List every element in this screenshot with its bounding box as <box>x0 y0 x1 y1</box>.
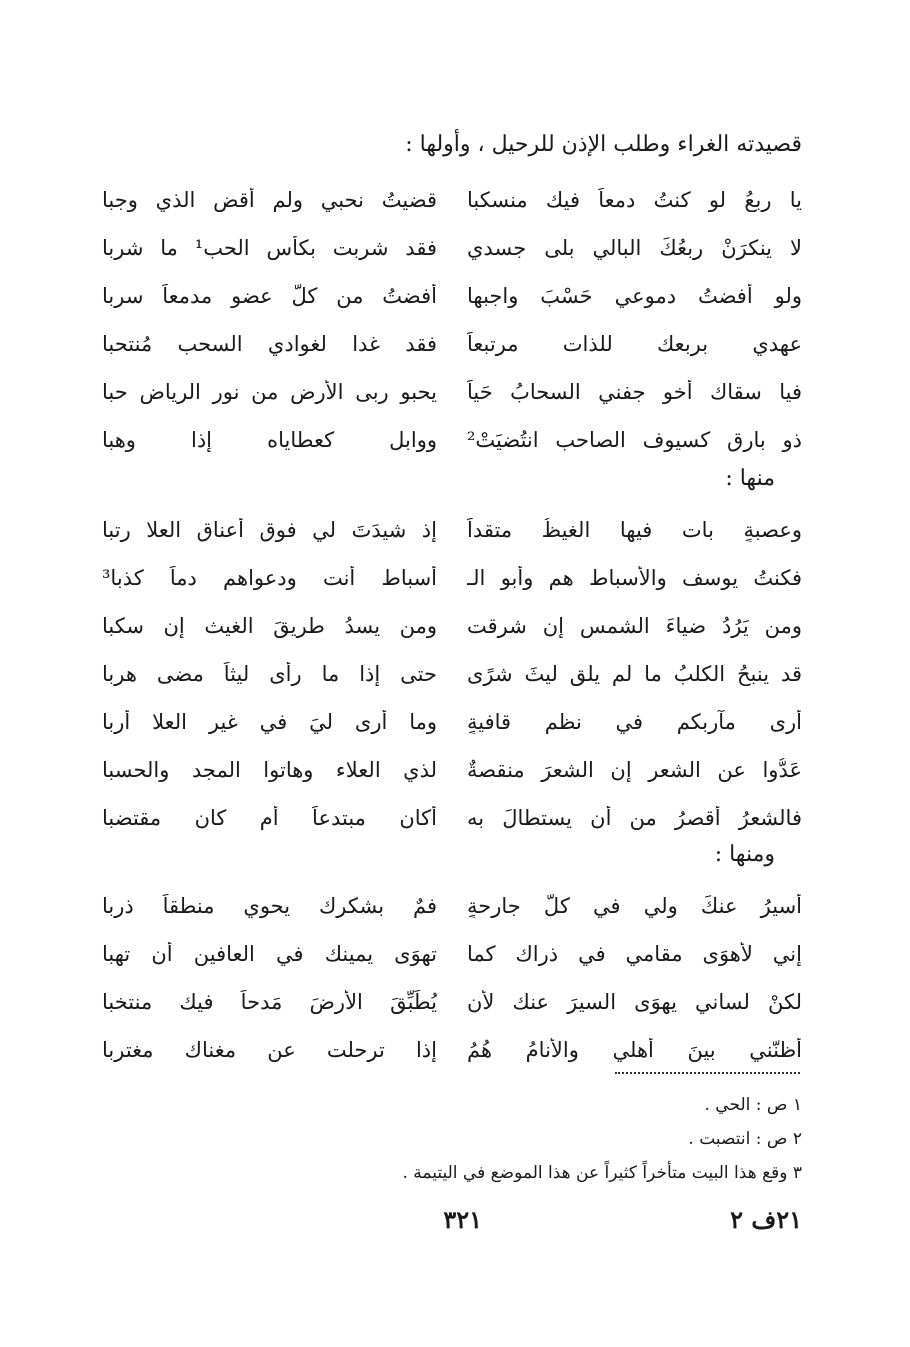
verse-second-hemistich: وما أرى ليَ في غير العلا أربا <box>102 710 437 734</box>
verse-row <box>102 698 802 746</box>
page-number: ٣٢١ <box>443 1205 482 1234</box>
verse-first-hemistich: عَدُّوا عن الشعر إن الشعرَ منقصةٌ <box>467 758 802 782</box>
verse-first-hemistich: أرى مآربكم في نظم قافيةٍ <box>467 710 802 734</box>
verse-second-hemistich: حتى إذا ما رأى ليثاً مضى هربا <box>102 662 437 686</box>
verse-first-hemistich: فيا سقاك أخو جفني السحابُ حَياً <box>467 380 802 404</box>
verse-first-hemistich: عهدي بربعك للذات مرتبعاً <box>467 332 802 356</box>
footnotes <box>102 1088 802 1190</box>
verse-second-hemistich: إذ شيدَتَ لي فوق أعناق العلا رتبا <box>102 518 437 542</box>
verse-first-hemistich: يا ربعُ لو كنتُ دمعاً فيك منسكبا <box>467 188 802 212</box>
verse-row <box>102 746 802 794</box>
verse-second-hemistich: ووابلٍ كعطاياه إذا وهبا <box>102 428 437 452</box>
footnote-divider <box>615 1072 800 1074</box>
section-label: منها : <box>725 466 775 491</box>
verse-row <box>102 506 802 554</box>
footnote: ٣ وقع هذا البيت متأخراً كثيراً عن هذا الموضع في اليتيمة . <box>402 1163 802 1183</box>
verse-first-hemistich: أظنّني بينَ أهلي والأنامُ هُمُ <box>467 1038 802 1062</box>
verse-second-hemistich: يحبو ربى الأرض من نور الرياض حبا <box>102 380 437 404</box>
section-label: ومنها : <box>714 842 775 867</box>
verse-first-hemistich: ومن يَرُدُ ضياءَ الشمس إن شرقت <box>467 614 802 638</box>
verse-row <box>102 978 802 1026</box>
verse-row <box>102 368 802 416</box>
verse-second-hemistich: فقد غدا لغوادي السحب مُنتحبا <box>102 332 437 356</box>
verse-second-hemistich: ومن يسدُ طريقَ الغيث إن سكبا <box>102 614 437 638</box>
verse-row <box>102 1026 802 1074</box>
verse-row <box>102 794 802 842</box>
verse-row <box>102 224 802 272</box>
footnote: ٢ ص : انتصبت . <box>688 1129 802 1149</box>
verse-row <box>102 554 802 602</box>
verse-row <box>102 602 802 650</box>
verse-first-hemistich: لا ينكرَنْ ربعُكَ البالي بلى جسدي <box>467 236 802 260</box>
verse-second-hemistich: أفضتُ من كلّ عضو مدمعاً سربا <box>102 284 437 308</box>
verse-second-hemistich: يُطَبِّقَ الأرضَ مَدحاً فيك منتخبا <box>102 990 437 1014</box>
footnote: ١ ص : الحي . <box>704 1095 802 1115</box>
poem-intro: قصيدته الغراء وطلب الإذن للرحيل ، وأولها : <box>405 132 802 157</box>
verse-block-3 <box>102 882 802 1074</box>
verse-first-hemistich: ولو أفضتُ دموعي حَسْبَ واجبها <box>467 284 802 308</box>
verse-first-hemistich: فالشعرُ أقصرُ من أن يستطالَ به <box>467 806 802 830</box>
verse-block-2 <box>102 506 802 842</box>
verse-second-hemistich: أكان مبتدعاً أم كان مقتضبا <box>102 806 437 830</box>
verse-second-hemistich: لذي العلاء وهاتوا المجد والحسبا <box>102 758 437 782</box>
verse-second-hemistich: فمٌ بشكرك يحوي منطقاً ذربا <box>102 894 437 918</box>
verse-row <box>102 176 802 224</box>
verse-block-1 <box>102 176 802 464</box>
verse-row <box>102 930 802 978</box>
verse-second-hemistich: إذا ترحلت عن مغناك مغتربا <box>102 1038 437 1062</box>
verse-first-hemistich: إني لأهوَى مقامي في ذراك كما <box>467 942 802 966</box>
verse-second-hemistich: فقد شربت بكأس الحب¹ ما شربا <box>102 236 437 260</box>
signature-mark: ٢١ف ٢ <box>730 1205 802 1234</box>
verse-row <box>102 650 802 698</box>
verse-row <box>102 320 802 368</box>
verse-second-hemistich: قضيتُ نحبي ولم أقضِ الذي وجبا <box>102 188 437 212</box>
verse-row <box>102 416 802 464</box>
verse-row <box>102 272 802 320</box>
verse-first-hemistich: ذو بارق كسيوف الصاحب انتُضيَتْ² <box>467 428 802 452</box>
verse-second-hemistich: أسباط أنت ودعواهم دماً كذبا³ <box>102 566 437 590</box>
verse-first-hemistich: وعصبةٍ بات فيها الغيظُ متقداً <box>467 518 802 542</box>
verse-second-hemistich: تهوَى يمينك في العافين أن تهبا <box>102 942 437 966</box>
page-footer <box>102 1205 802 1245</box>
verse-first-hemistich: فكنتُ يوسف والأسباط هم وأبو الـ <box>467 566 802 590</box>
verse-first-hemistich: قد ينبحُ الكلبُ ما لم يلق ليثَ شرًى <box>467 662 802 686</box>
verse-first-hemistich: لكنْ لساني يهوَى السيرَ عنك لأن <box>467 990 802 1014</box>
verse-row <box>102 882 802 930</box>
verse-first-hemistich: أسيرُ عنكَ ولي في كلّ جارحةٍ <box>467 894 802 918</box>
